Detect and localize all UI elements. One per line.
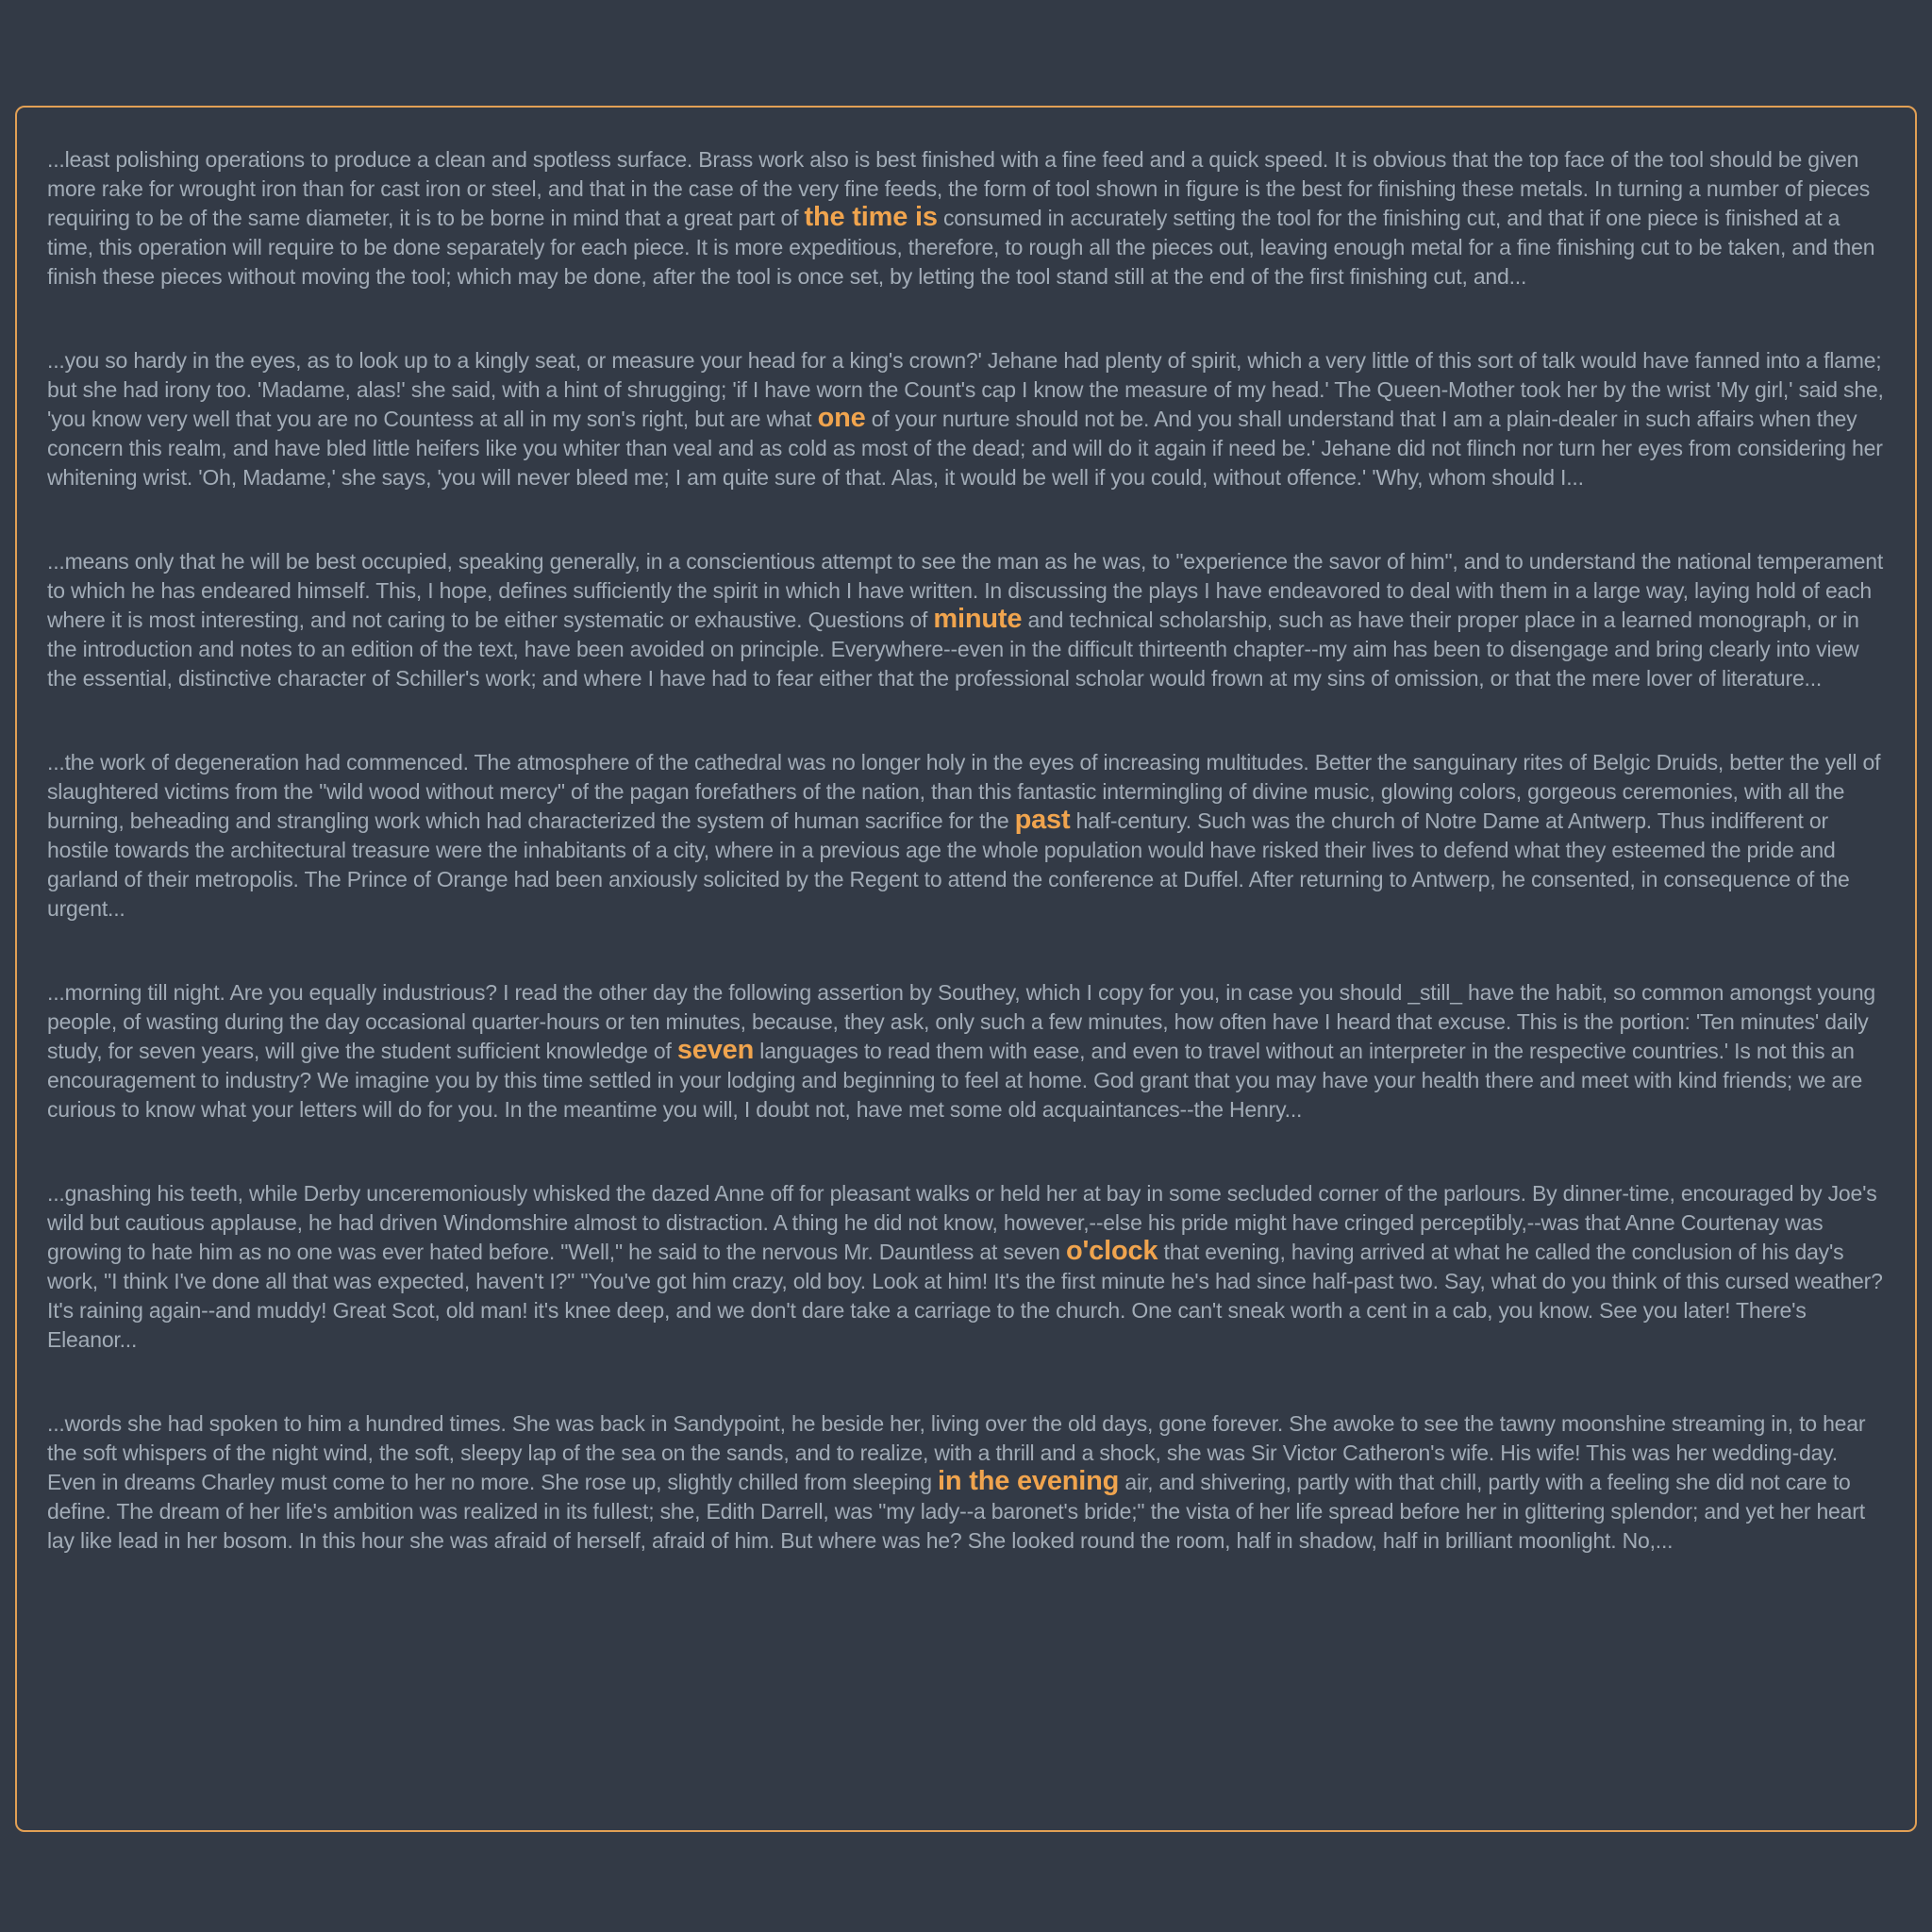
quote-paragraph: [47, 145, 1885, 291]
quote-text-before: ...morning till night. Are you equally industrious? I read the other day the following assertion by Southey, which I copy for you, in case you should _still_ have the habit, so common amongst young people, of wasting during the day occasional quarter-hours or ten minutes, because, they ask, only such a few minutes, how often have I heard that excuse. This is the portion: 'Ten minutes' daily study, for seven years, will give the student sufficient knowledge of: [47, 980, 1876, 1063]
quotes-panel: [15, 106, 1917, 1832]
quote-text-after: air, and shivering, partly with that chill, partly with a feeling she did not care to define. The dream of her life's ambition was realized in its fullest; she, Edith Darrell, was "my lady--a baronet's bride;" the vista of her life spread before her in glittering splendor; and yet her heart lay like lead in her bosom. In this hour she was afraid of herself, afraid of him. But where was he? She looked round the room, half in shadow, half in brilliant moonlight. No,...: [47, 1470, 1865, 1553]
quote-paragraph: [47, 547, 1885, 693]
quote-text-after: languages to read them with ease, and even to travel without an interpreter in the respective countries.' Is not this an encouragement to industry? We imagine you by this time settled in your lodging and beginning to feel at home. God grant that you may have your health there and meet with kind friends; we are curious to know what your letters will do for you. In the meantime you will, I doubt not, have met some old acquaintances--the Henry...: [47, 1039, 1863, 1122]
time-phrase-highlight: in the evening: [938, 1466, 1120, 1496]
quote-text-after: of your nurture should not be. And you shall understand that I am a plain-dealer in such affairs when they concern this realm, and have bled little heifers like you whiter than veal and as cold as most of the dead; and will do it again if need be.' Jehane did not flinch nor turn her eyes from considering her whitening wrist. 'Oh, Madame,' she says, 'you will never bleed me; I am quite sure of that. Alas, it would be well if you could, without offence.' 'Why, whom should I...: [47, 407, 1883, 490]
quote-text-after: and technical scholarship, such as have their proper place in a learned monograph, or in the introduction and notes to an edition of the text, have been avoided on principle. Everywhere--even in the difficult thirteenth chapter--my aim has been to disengage and bring clearly into view the essential, distinctive character of Schiller's work; and where I have had to fear either that the professional scholar would frown at my sins of omission, or that the mere lover of literature...: [47, 608, 1859, 691]
quote-text-after: half-century. Such was the church of Notre Dame at Antwerp. Thus indifferent or hostile towards the architectural treasure were the inhabitants of a city, where in a previous age the whole population would have risked their lives to defend what they esteemed the pride and garland of their metropolis. The Prince of Orange had been anxiously solicited by the Regent to attend the conference at Duffel. After returning to Antwerp, he consented, in consequence of the urgent...: [47, 808, 1850, 921]
time-phrase-highlight: seven: [676, 1035, 755, 1065]
quote-text-before: ...gnashing his teeth, while Derby unceremoniously whisked the dazed Anne off for pleasant walks or held her at bay in some secluded corner of the parlours. By dinner-time, encouraged by Joe's wild but cautious applause, he had driven Windomshire almost to distraction. A thing he did not know, however,--else his pride might have cringed perceptibly,--was that Anne Courtenay was growing to hate him as no one was ever hated before. "Well," he said to the nervous Mr. Dauntless at seven: [47, 1181, 1877, 1264]
time-phrase-highlight: the time is: [804, 202, 938, 232]
time-phrase-highlight: one: [817, 403, 866, 433]
quote-text-before: ...words she had spoken to him a hundred times. She was back in Sandypoint, he beside her, living over the old days, gone forever. She awoke to see the tawny moonshine streaming in, to hear the soft whispers of the night wind, the soft, sleepy lap of the sea on the sands, and to realize, with a thrill and a shock, she was Sir Victor Catheron's wife. His wife! This was her wedding-day. Even in dreams Charley must come to her no more. She rose up, slightly chilled from sleeping: [47, 1411, 1866, 1494]
quote-paragraph: [47, 1409, 1885, 1556]
quote-paragraph: [47, 346, 1885, 492]
quote-text-before: ...least polishing operations to produce a clean and spotless surface. Brass work also is best finished with a fine feed and a quick speed. It is obvious that the top face of the tool should be given more rake for wrought iron than for cast iron or steel, and that in the case of the very fine feeds, the form of tool shown in figure is the best for finishing these metals. In turning a number of pieces requiring to be of the same diameter, it is to be borne in mind that a great part of: [47, 147, 1871, 230]
time-phrase-highlight: o'clock: [1065, 1236, 1158, 1266]
quote-text-after: consumed in accurately setting the tool for the finishing cut, and that if one piece is finished at a time, this operation will require to be done separately for each piece. It is more expeditious, therefore, to rough all the pieces out, leaving enough metal for a fine finishing cut to be taken, and then finish these pieces without moving the tool; which may be done, after the tool is once set, by letting the tool stand still at the end of the first finishing cut, and...: [47, 206, 1875, 289]
quote-text-after: that evening, having arrived at what he called the conclusion of his day's work, "I think I've done all that was expected, haven't I?" "You've got him crazy, old boy. Look at him! It's the first minute he's had since half-past two. Say, what do you think of this cursed weather? It's raining again--and muddy! Great Scot, old man! it's knee deep, and we don't dare take a carriage to the church. One can't sneak worth a cent in a cab, you know. See you later! There's Eleanor...: [47, 1240, 1883, 1352]
quote-text-before: ...the work of degeneration had commenced. The atmosphere of the cathedral was no longer holy in the eyes of increasing multitudes. Better the sanguinary rites of Belgic Druids, better the yell of slaughtered victims from the "wild wood without mercy" of the pagan forefathers of the nation, than this fantastic intermingling of divine music, glowing colors, gorgeous ceremonies, with all the burning, beheading and strangling work which had characterized the system of human sacrifice for the: [47, 750, 1881, 833]
quote-paragraph: [47, 978, 1885, 1124]
quote-text-before: ...means only that he will be best occupied, speaking generally, in a conscientious attempt to see the man as he was, to "experience the savor of him", and to understand the national temperament to which he has endeared himself. This, I hope, defines sufficiently the spirit in which I have written. In discussing the plays I have endeavored to deal with them in a large way, laying hold of each where it is most interesting, and not caring to be either systematic or exhaustive. Questions of: [47, 549, 1884, 632]
time-phrase-highlight: minute: [933, 604, 1023, 634]
quote-paragraph: [47, 1179, 1885, 1355]
quote-text-before: ...you so hardy in the eyes, as to look up to a kingly seat, or measure your head for a king's crown?' Jehane had plenty of spirit, which a very little of this sort of talk would have fanned into a flame; but she had irony too. 'Madame, alas!' she said, with a hint of shrugging; 'if I have worn the Count's cap I know the measure of my head.' The Queen-Mother took her by the wrist 'My girl,' said she, 'you know very well that you are no Countess at all in my son's right, but are what: [47, 348, 1884, 431]
quote-paragraph: [47, 748, 1885, 924]
time-phrase-highlight: past: [1014, 805, 1071, 835]
